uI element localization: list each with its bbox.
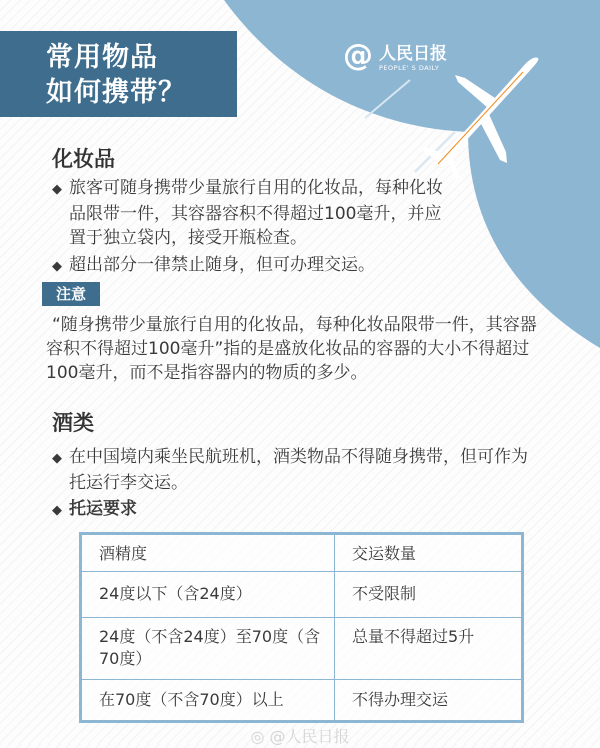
note-text: “随身携带少量旅行自用的化妆品，每种化妆品限带一件，其容器容积不得超过100毫升”指的是盛放化妆品的容器的大小不得超过100毫升，而不是指容器内的物质的多少。 [46, 315, 537, 383]
table-cell: 24度以下（含24度） [81, 572, 335, 618]
logo-at: @ [343, 38, 373, 73]
bullet-text: 超出部分一律禁止随身，但可办理交运。 [69, 255, 375, 275]
table-cell: 总量不得超过5升 [335, 618, 523, 680]
checked-baggage-table [79, 532, 524, 723]
page-title [0, 31, 237, 117]
title-line-1: 常用物品 [46, 42, 158, 73]
weibo-icon: ◎ [250, 727, 270, 746]
table-cell: 不得办理交运 [335, 680, 523, 722]
table-row [81, 572, 523, 618]
logo-name-cn: 人民日报 [379, 44, 447, 64]
table-header-row [81, 534, 523, 572]
table-row [81, 618, 523, 680]
alcohol-heading: 酒类 [52, 411, 94, 435]
diamond-bullet-icon: ◆ [52, 182, 62, 197]
diamond-bullet-icon: ◆ [52, 259, 62, 274]
watermark-text: @人民日报 [269, 727, 350, 746]
alcohol-subheading [52, 497, 600, 523]
cosmetics-heading: 化妆品 [52, 147, 115, 171]
table-row [81, 680, 523, 722]
note-label: 注意 [42, 282, 100, 306]
logo-name-en: PEOPLE' S DAILY [379, 64, 440, 72]
cosmetics-bullet-1 [52, 176, 452, 250]
content [0, 145, 600, 748]
diamond-bullet-icon: ◆ [52, 503, 62, 518]
table-cell: 24度（不含24度）至70度（含70度） [81, 618, 335, 680]
alcohol-bullet-1 [52, 445, 542, 495]
header-cell: 交运数量 [335, 534, 523, 572]
bullet-text: 旅客可随身携带少量旅行自用的化妆品，每种化妆品限带一件，其容器容积不得超过100毫升，并应置于独立袋内，接受开瓶检查。 [69, 178, 443, 248]
header-cell: 酒精度 [81, 534, 335, 572]
title-line-2: 如何携带？ [46, 77, 186, 108]
bullet-text: 在中国境内乘坐民航班机，酒类物品不得随身携带，但可作为托运行李交运。 [69, 447, 528, 493]
diamond-bullet-icon: ◆ [52, 451, 62, 466]
table-cell: 不受限制 [335, 572, 523, 618]
cosmetics-bullet-2 [52, 253, 452, 279]
subheading-text: 托运要求 [69, 499, 137, 519]
people-daily-logo [343, 38, 447, 74]
watermark [0, 726, 600, 748]
table-cell: 在70度（不含70度）以上 [81, 680, 335, 722]
logo-text [379, 38, 447, 73]
